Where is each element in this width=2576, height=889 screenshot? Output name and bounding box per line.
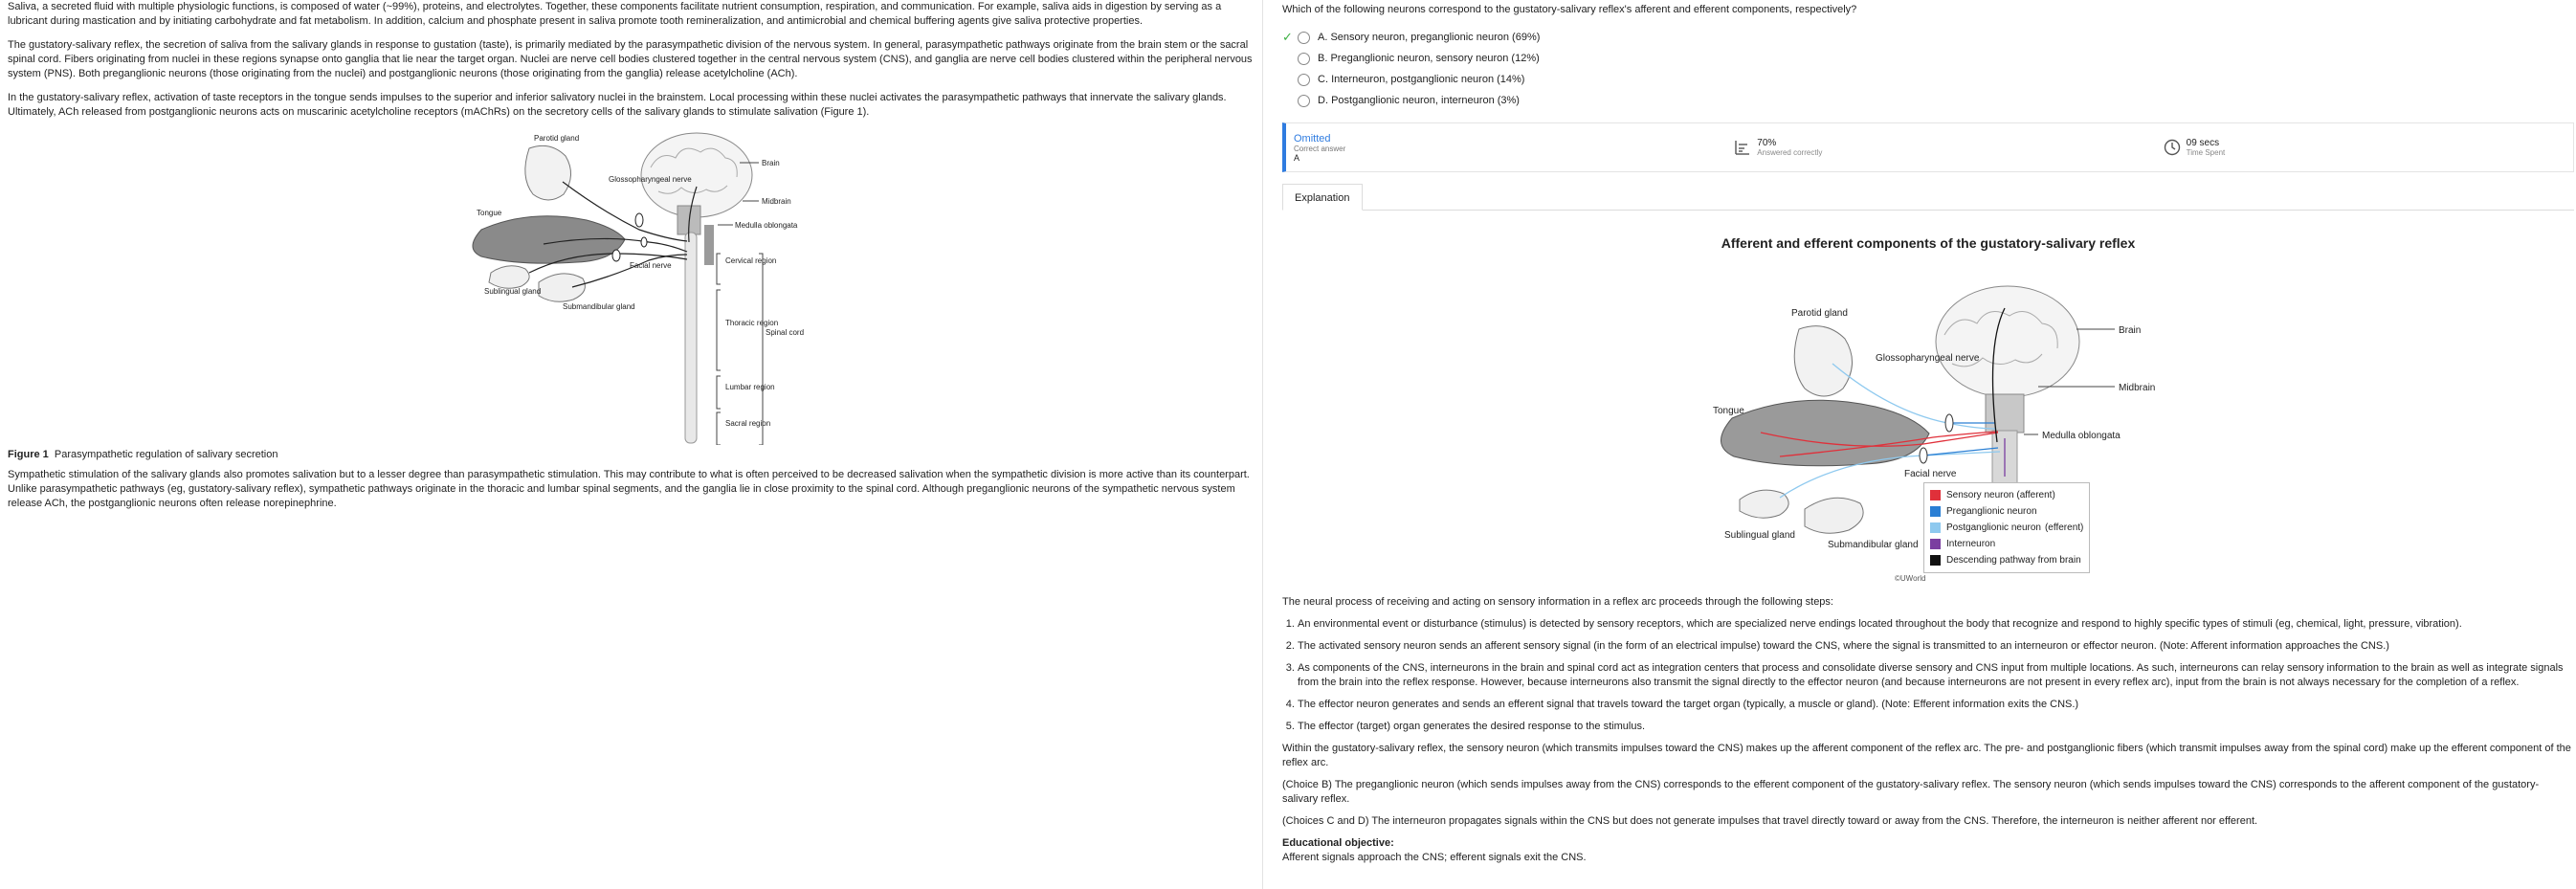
correct-check-icon: ✓	[1282, 30, 1293, 44]
exp-label-tongue: Tongue	[1713, 406, 1744, 416]
percent-label: Answered correctly	[1757, 148, 1823, 157]
explanation-title: Afferent and efferent components of the gustatory-salivary reflex	[1721, 235, 2136, 251]
stat-percent-correct	[1715, 138, 2143, 157]
time-label: Time Spent	[2186, 148, 2226, 157]
answer-option-d[interactable]	[1282, 90, 2576, 111]
option-b-text: Preganglionic neuron, sensory neuron (12%)	[1330, 53, 1540, 64]
legend-swatch-blue	[1930, 506, 1941, 517]
answer-option-c[interactable]	[1282, 69, 2576, 90]
legend-swatch-purple	[1930, 539, 1941, 549]
label-submandibular-gland: Submandibular gland	[563, 302, 635, 311]
educational-objective-text: Afferent signals approach the CNS; efferent signals exit the CNS.	[1282, 852, 1587, 863]
radio-button-b[interactable]	[1298, 53, 1310, 65]
legend-label: Preganglionic neuron	[1946, 506, 2037, 517]
passage-paragraph-2: The gustatory-salivary reflex, the secretion of saliva from the salivary glands in response to gustation (taste), is primarily mediated by the parasympathetic division of the nervous system. In general, parasympathetic pathways originate from the brain stem or the sacral spinal cord. Fibers originating from nuclei in these regions synapse onto ganglia that lie near the target organ. Nuclei are nerve cell bodies clustered together in the central nervous system (CNS), and ganglia are nerve cell bodies clustered within the peripheral nervous system (PNS). Both preganglionic neurons (those originating from the nuclei) and postganglionic neurons (those originating from the ganglia) release acetylcholine (ACh).	[8, 39, 1253, 79]
label-facial-nerve: Facial nerve	[630, 261, 672, 270]
copyright-text: ©UWorld	[1895, 574, 1926, 583]
label-spinal-cord: Spinal cord	[766, 328, 805, 337]
correct-answer-value: A	[1294, 152, 1300, 163]
label-cervical-region: Cervical region	[725, 256, 777, 265]
explanation-figure	[1282, 251, 2574, 595]
label-thoracic-region: Thoracic region	[725, 319, 779, 327]
passage-paragraph-3: In the gustatory-salivary reflex, activation of taste receptors in the tongue sends impulses to the superior and inferior salivatory nuclei in the brainstem. Local processing within these nuclei activates the parasympathetic pathways that innervate the salivary glands. Ultimately, ACh released from postganglionic neurons acts on muscarinic acetylcholine receptors (mAChRs) on the secretory cells of the salivary glands to stimulate salivation (Figure 1).	[8, 92, 1227, 118]
legend-item	[1930, 503, 2083, 520]
option-a-letter: A.	[1318, 32, 1328, 43]
step-item: 1. An environmental event or disturbance (stimulus) is detected by sensory receptors, which are specialized nerve endings located throughout the body that recognize and respond to highly specific types of stimuli (eg, chemical, light, pressure, vibration).	[1298, 617, 2574, 632]
explanation-intro: The neural process of receiving and acting on sensory information in a reflex arc proceeds through the following steps:	[1282, 596, 1833, 608]
stat-time-spent	[2144, 138, 2573, 157]
correct-answer-label: Correct answer	[1294, 144, 1346, 153]
passage-panel	[0, 0, 1263, 889]
label-sacral-region: Sacral region	[725, 419, 771, 428]
percent-value: 70%	[1757, 138, 1777, 148]
explanation-choices-c-d: (Choices C and D) The interneuron propagates signals within the CNS but does not generate impulses that travel directly toward or away from the CNS. Therefore, the interneuron is neither afferent nor efferent.	[1282, 815, 2258, 827]
figure-caption-text: Parasympathetic regulation of salivary secretion	[54, 449, 278, 460]
spinal-cord-shape	[685, 233, 697, 443]
explanation-choice-b: (Choice B) The preganglionic neuron (which sends impulses away from the CNS) corresponds to the efferent component of the gustatory-salivary reflex. The sensory neuron (which sends impulses toward the CNS) corresponds to the afferent component of the gustatory-salivary reflex.	[1282, 779, 2540, 805]
legend-label: Sensory neuron (afferent)	[1946, 490, 2055, 500]
legend-item	[1930, 536, 2083, 552]
label-tongue: Tongue	[477, 209, 502, 217]
answer-stats-bar	[1282, 122, 2574, 172]
figure-caption	[8, 449, 1255, 460]
answer-option-a[interactable]	[1282, 27, 2576, 48]
bar-chart-icon	[1734, 139, 1751, 156]
brain-shape	[641, 133, 752, 234]
option-a-text: Sensory neuron, preganglionic neuron (69%)	[1330, 32, 1541, 43]
reflex-steps-list	[1282, 617, 2574, 734]
label-lumbar-region: Lumbar region	[725, 383, 775, 391]
submandibular-gland-shape	[539, 274, 585, 301]
legend-swatch-black	[1930, 555, 1941, 566]
radio-button-c[interactable]	[1298, 74, 1310, 86]
figure-1	[8, 129, 1263, 445]
exp-label-submandibular-gland: Submandibular gland	[1828, 540, 1919, 550]
legend-item	[1930, 487, 2083, 503]
question-panel	[1263, 0, 2576, 889]
legend-label: Postganglionic neuron	[1946, 522, 2041, 533]
legend-swatch-light-blue	[1930, 522, 1941, 533]
clock-icon	[2164, 139, 2181, 156]
exp-label-parotid-gland: Parotid gland	[1791, 308, 1848, 319]
legend-item	[1930, 520, 2083, 536]
tab-bar	[1282, 184, 2574, 211]
legend-swatch-red	[1930, 490, 1941, 500]
sublingual-gland-shape	[489, 266, 529, 288]
passage-paragraph-4: Sympathetic stimulation of the salivary glands also promotes salivation but to a lesser degree than parasympathetic stimulation. This may contribute to what is often perceived to be decreased salivation when the sympathetic division is more active than its counterpart. Unlike parasympathetic pathways (eg, gustatory-salivary reflex), sympathetic pathways originate in the thoracic and lumbar spinal segments, and the ganglia lie in close proximity to the spinal cord. Although preganglionic neurons of the sympathetic nervous system release ACh, the postganglionic neurons often release norepinephrine.	[8, 469, 1250, 509]
figure-1-illustration	[8, 129, 1263, 445]
status-omitted: Omitted	[1294, 132, 1331, 144]
label-sublingual-gland: Sublingual gland	[484, 287, 542, 296]
step-item: 2. The activated sensory neuron sends an afferent sensory signal (in the form of an electrical impulse) toward the CNS, where the signal is transmitted to an interneuron or effector neuron. (Note: Afferent information approaches the CNS.)	[1298, 639, 2574, 654]
legend-label: Descending pathway from brain	[1946, 555, 2081, 566]
label-glossopharyngeal-nerve: Glossopharyngeal nerve	[609, 175, 692, 184]
explanation-body	[1282, 595, 2574, 865]
option-d-letter: D.	[1318, 95, 1328, 106]
time-value: 09 secs	[2186, 138, 2220, 148]
option-b-letter: B.	[1318, 53, 1328, 64]
exp-label-medulla-oblongata: Medulla oblongata	[2042, 431, 2121, 441]
stat-correct-answer	[1286, 133, 1715, 163]
radio-button-d[interactable]	[1298, 95, 1310, 107]
option-c-text: Interneuron, postganglionic neuron (14%)	[1331, 74, 1525, 85]
label-brain: Brain	[762, 159, 780, 167]
figure-caption-number: Figure 1	[8, 449, 49, 460]
figure-legend	[1923, 482, 2090, 573]
option-c-letter: C.	[1318, 74, 1328, 85]
exp-label-sublingual-gland: Sublingual gland	[1724, 530, 1795, 541]
label-medulla-oblongata: Medulla oblongata	[735, 221, 798, 230]
exp-label-glossopharyngeal-nerve: Glossopharyngeal nerve	[1876, 353, 1980, 364]
radio-button-a[interactable]	[1298, 32, 1310, 44]
educational-objective-heading: Educational objective:	[1282, 837, 1394, 849]
option-d-text: Postganglionic neuron, interneuron (3%)	[1331, 95, 1520, 106]
step-item: 5. The effector (target) organ generates the desired response to the stimulus.	[1298, 720, 2574, 734]
tab-explanation[interactable]: Explanation	[1282, 184, 1363, 211]
efferent-label: (efferent)	[2044, 522, 2084, 533]
exp-label-midbrain: Midbrain	[2119, 383, 2156, 393]
step-item: 4. The effector neuron generates and sends an efferent signal that travels toward the target organ (typically, a muscle or gland). (Note: Efferent information exits the CNS.)	[1298, 698, 2574, 712]
passage-paragraph-1: Saliva, a secreted fluid with multiple physiologic functions, is composed of water (~99%), proteins, and electrolytes. Together, these components facilitate nutrient consumption, respiration, and communication. For example, saliva aids in digestion by serving as a lubricant during mastication and by initiating carbohydrate and fat metabolism. In addition, calcium and phosphate present in saliva promote tooth remineralization, and antimicrobial and chemical buffering agents give saliva protective properties.	[8, 1, 1222, 27]
exp-label-brain: Brain	[2119, 325, 2142, 336]
label-midbrain: Midbrain	[762, 197, 791, 206]
answer-option-b[interactable]	[1282, 48, 2576, 69]
explanation-paragraph-afferent-efferent: Within the gustatory-salivary reflex, the sensory neuron (which transmits impulses toward the CNS) makes up the afferent component of the reflex arc. The pre- and postganglionic fibers (which transmit impulses away from the spinal cord) make up the efferent component of the reflex arc.	[1282, 743, 2571, 768]
step-item: 3. As components of the CNS, interneurons in the brain and spinal cord act as integration centers that process and consolidate diverse sensory and CNS input from multiple locations. As such, interneurons can relay sensory information to the brain as well as integrate signals from the brain into the reflex response. However, because interneurons also transmit the signal directly to the effector neuron (and because interneurons are not present in every reflex arc), input from the brain is not always necessary for the completion of a reflex.	[1298, 661, 2574, 690]
exp-label-facial-nerve: Facial nerve	[1904, 469, 1957, 479]
answer-options	[1282, 27, 2576, 111]
parotid-gland-shape	[525, 145, 571, 200]
tongue-shape	[473, 216, 625, 263]
legend-label: Interneuron	[1946, 539, 1996, 549]
legend-item	[1930, 552, 2083, 568]
question-stem: Which of the following neurons correspond to the gustatory-salivary reflex's afferent and efferent components, respectively?	[1282, 4, 1857, 15]
label-parotid-gland: Parotid gland	[534, 134, 580, 143]
